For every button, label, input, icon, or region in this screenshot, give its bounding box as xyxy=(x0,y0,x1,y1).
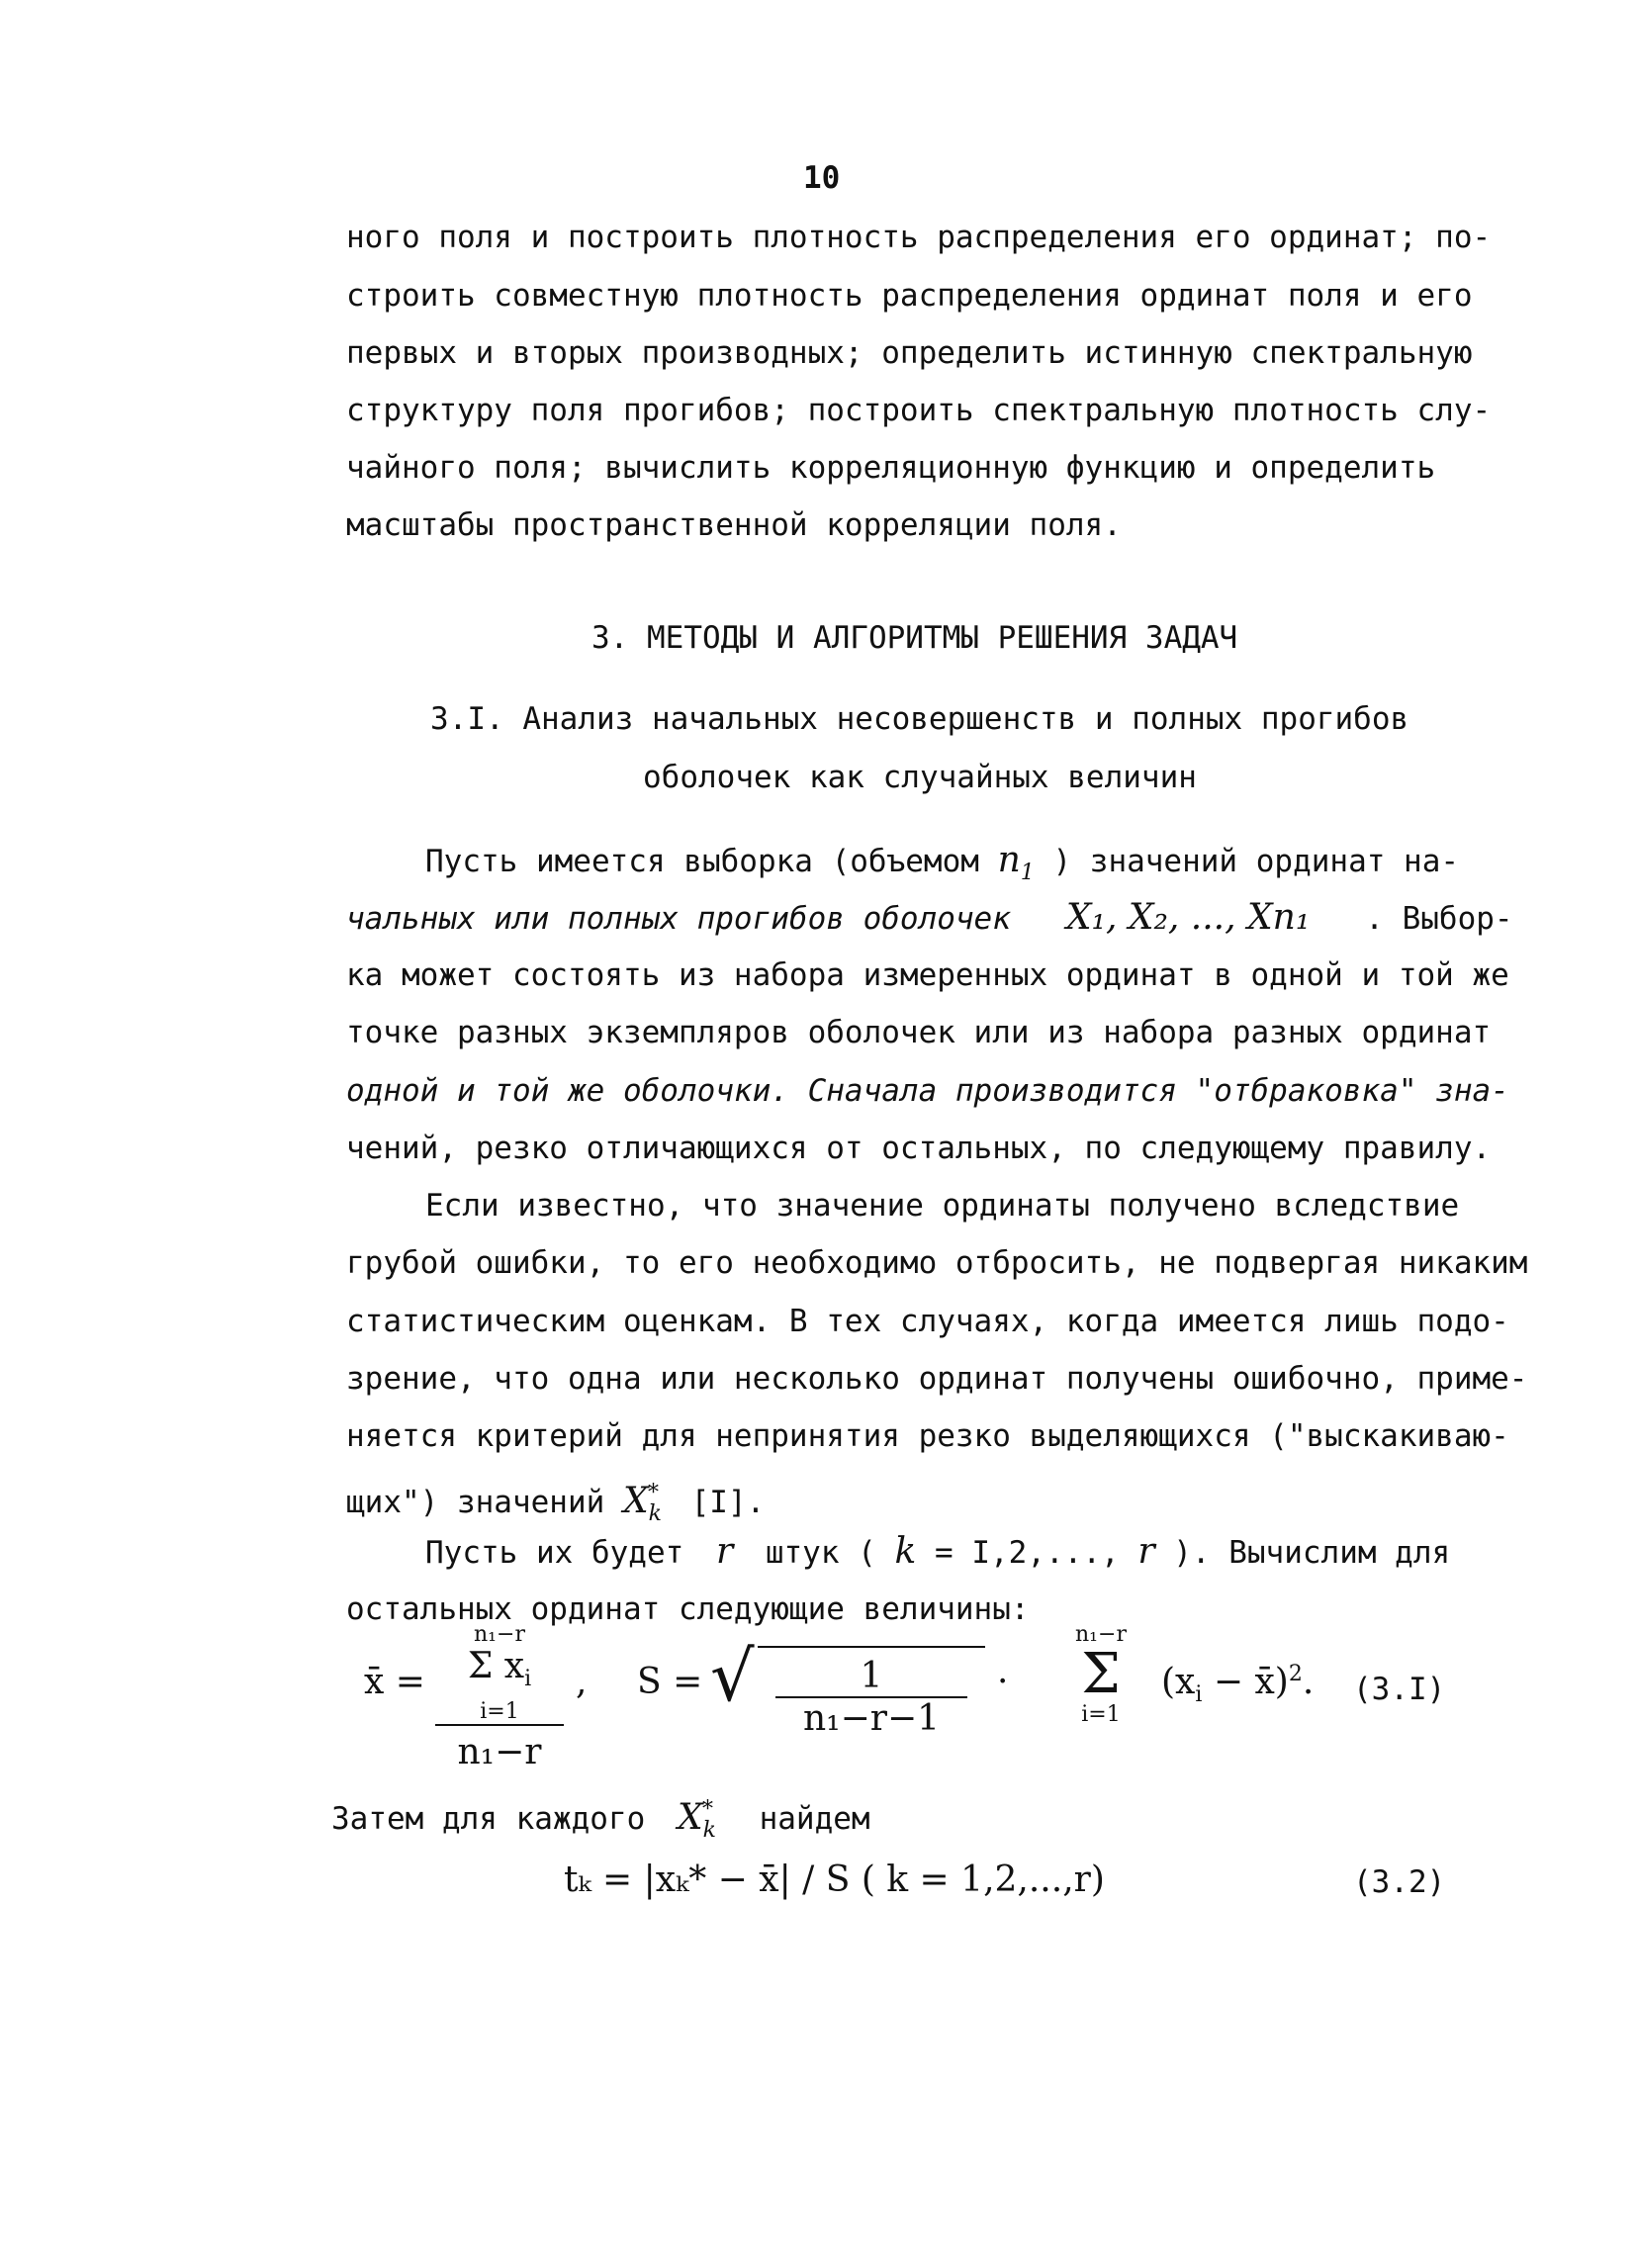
para1-line-5: одной и той же оболочки. Сначала производится "отбраковка" зна- xyxy=(346,1073,1509,1109)
para1-line-3: ка может состоять из набора измеренных ординат в одной и той же xyxy=(346,957,1509,993)
document-page: 10 ного поля и построить плотность распределения его ординат; по- строить совместную плотность распределения ординат поля и его первых и вторых производных; определить истинную спектральную структуру поля прогибов; построить спектральную плотность слу- чайного поля; вычислить корреляционную функцию и определить масштабы пространственной корреляции поля. 3. МЕТОДЫ И АЛГОРИТМЫ РЕШЕНИЯ ЗАДАЧ 3.I. Анализ начальных несовершенств и полных прогибов оболочек как случайных величин Пусть имеется выборка (объемом $n_1$ ) значений ординат на- чальных или полных прогибов оболочек X₁, X₂, ..., Xn₁ . Выбор- ка может состоять из набора измеренных ординат в одной и той же точке разных экземпляров оболочек или из набора разных ординат одной и той же оболочки. Сначала производится "отбраковка" зна- чений, резко отличающихся от остальных, по следующему правилу. Если известно, что значение ординаты получено вследствие грубой ошибки, то его необходимо отбросить, не подвергая никаким статистическим оценкам. В тех случаях, когда имеется лишь подо- зрение, что одна или несколько ординат получены ошибочно, приме- няется критерий для непринятия резко выделяющихся ("выскакиваю- щих") значений $X_k^*$ [I]. Пусть их будет r штук ( k = I,2,..., r ). Вычислим для остальных ординат следующие величины: x̄ = n₁−r Σ $x_i$ i=1 n₁−r , S = √ 1 n₁−r−1 · n₁−r Σ i=1 ($x_i$ − x̄)$^2$. (3.I) Затем для каждого $X_k^*$ найдем tₖ = |xₖ* − x̄| / S ( k = 1,2,...,r) (3.2) xyxy=(331,160,1528,1900)
para2-line-1: Если известно, что значение ординаты получено вследствие xyxy=(425,1188,1460,1224)
para2-line-4: зрение, что одна или несколько ординат получены ошибочно, приме- xyxy=(346,1361,1528,1397)
para2-line-6: щих") значений $X_k^*$ [I]. xyxy=(346,1481,766,1527)
para1-line-2 xyxy=(346,898,1513,939)
intro-line-4: структуру поля прогибов; построить спектральную плотность слу- xyxy=(346,393,1492,428)
para2-line-3: статистическим оценкам. В тех случаях, когда имеется лишь подо- xyxy=(346,1304,1509,1339)
n1-symbol: $n_1$ xyxy=(997,840,1035,886)
intro-line-1: ного поля и построить плотность распределения его ординат; по- xyxy=(346,220,1492,255)
para1-line-2-text-a: чальных или полных прогибов оболочек xyxy=(346,901,1011,937)
para1-line-1 xyxy=(425,841,1459,893)
para3-line-2: остальных ординат следующие величины: xyxy=(346,1591,1030,1627)
para1-line-1-text-b: ) значений ординат на- xyxy=(1052,844,1460,879)
equation-3-1-number: (3.I) xyxy=(1353,1672,1446,1707)
para3-line-1: Пусть их будет r штук ( k = I,2,..., r ). Вычислим для xyxy=(425,1531,1451,1572)
equation-3-2: tₖ = |xₖ* − x̄| / S ( k = 1,2,...,r) xyxy=(564,1860,1105,1900)
page-number: 10 xyxy=(803,160,841,196)
para1-line-6: чений, резко отличающихся от остальных, по следующему правилу. xyxy=(346,1131,1492,1166)
subsection-heading-line-2: оболочек как случайных величин xyxy=(643,760,1197,795)
equation-3-2-number: (3.2) xyxy=(1353,1864,1446,1900)
para2-line-5: няется критерий для непринятия резко выделяющихся ("выскакиваю- xyxy=(346,1418,1509,1454)
intro-line-3: первых и вторых производных; определить истинную спектральную xyxy=(346,335,1473,371)
x-k-star-symbol: $X_k^*$ xyxy=(622,1481,662,1527)
sample-symbols: X₁, X₂, ..., Xn₁ xyxy=(1065,897,1311,938)
intro-line-6: масштабы пространственной корреляции поля. xyxy=(346,507,1122,543)
para2-line-2: грубой ошибки, то его необходимо отбросить, не подвергая никаким xyxy=(346,1245,1528,1281)
intro-line-5: чайного поля; вычислить корреляционную функцию и определить xyxy=(346,450,1436,486)
then-line: Затем для каждого $X_k^*$ найдем xyxy=(331,1797,870,1844)
para1-line-1-text-a: Пусть имеется выборка (объемом xyxy=(425,844,979,879)
subsection-heading-line-1: 3.I. Анализ начальных несовершенств и полных прогибов xyxy=(430,701,1409,737)
para1-line-4: точке разных экземпляров оболочек или из набора разных ординат xyxy=(346,1015,1492,1050)
para1-line-2-text-b: . Выбор- xyxy=(1365,901,1513,937)
intro-line-2: строить совместную плотность распределения ординат поля и его xyxy=(346,278,1473,314)
section-heading: 3. МЕТОДЫ И АЛГОРИТМЫ РЕШЕНИЯ ЗАДАЧ xyxy=(591,620,1238,656)
